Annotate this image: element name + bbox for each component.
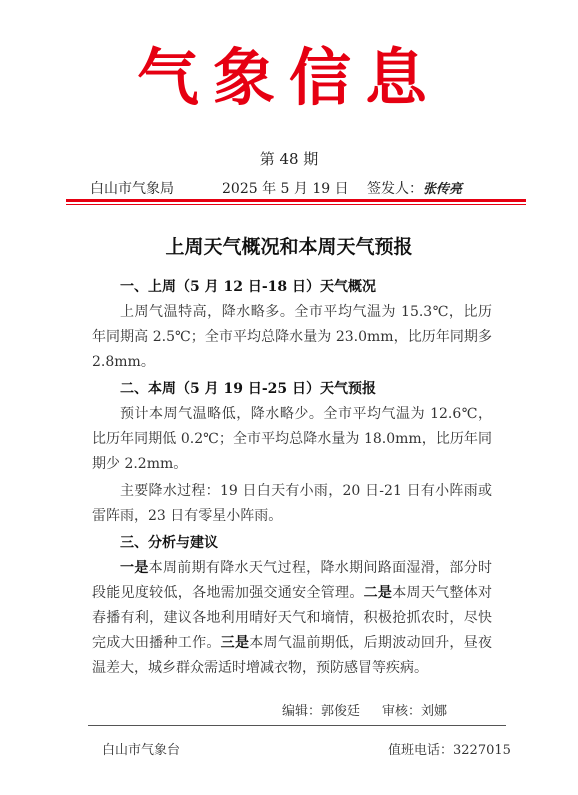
advice-paragraph (92, 556, 492, 681)
advice-text: 本周气温前期低，后期波动回升，昼夜温差大，城乡群众需适时增减衣物，预防感冒等疾病。 (92, 635, 493, 676)
section-paragraph: 主要降水过程：19 日白天有小雨，20 日-21 日有小阵雨或雷阵雨，23 日有零星小阵雨。 (92, 483, 492, 524)
section-paragraph: 上周气温特高，降水略多。全市平均气温为 15.3℃，比历年同期高 2.5℃；全市平均总降水量为 23.0mm，比历年同期多 2.8mm。 (92, 304, 492, 370)
issue-date: 2025 年 5 月 19 日 (222, 181, 349, 197)
advice-text: 本周前期有降水天气过程，降水期间路面湿滑，部分时段能见度较低，各地需加强交通安全管理。 (92, 560, 492, 601)
footer-phone: 值班电话：3227015 (388, 743, 511, 758)
footer-rule (88, 725, 506, 726)
issue-number: 第 48 期 (259, 150, 319, 168)
editor-line (282, 700, 447, 719)
signer-label: 签发人： (367, 181, 423, 197)
masthead-title: 气象信息 (136, 41, 441, 114)
reviewer-name: 审核：刘娜 (382, 704, 448, 719)
advice-marker: 一是 (120, 560, 149, 576)
issuing-office: 白山市气象局 (90, 181, 174, 197)
section-heading: 三、分析与建议 (120, 535, 218, 551)
document-title: 上周天气概况和本周天气预报 (165, 236, 413, 258)
header-rule-thick (66, 199, 526, 202)
advice-marker: 二是 (363, 585, 393, 601)
section-heading: 二、本周（5 月 19 日-25 日）天气预报 (120, 381, 377, 397)
footer-organization: 白山市气象台 (102, 743, 181, 758)
advice-marker: 三是 (220, 635, 250, 651)
signer (367, 178, 462, 198)
advice-text: 本周天气整体对春播有利，建议各地利用晴好天气和墒情，积极抢抓农时，尽快完成大田播种工作。 (92, 585, 493, 651)
document-body (92, 275, 492, 681)
signer-name: 张传亮 (423, 182, 463, 197)
section-paragraph: 预计本周气温略低，降水略少。全市平均气温为 12.6℃，比历年同期低 0.2℃；全市平均总降水量为 18.0mm，比历年同期少 2.2mm。 (92, 406, 492, 472)
header-rule-thin (66, 204, 526, 205)
section-heading: 一、上周（5 月 12 日-18 日）天气概况 (120, 279, 377, 295)
editor-name: 编辑：郭俊廷 (282, 704, 361, 719)
